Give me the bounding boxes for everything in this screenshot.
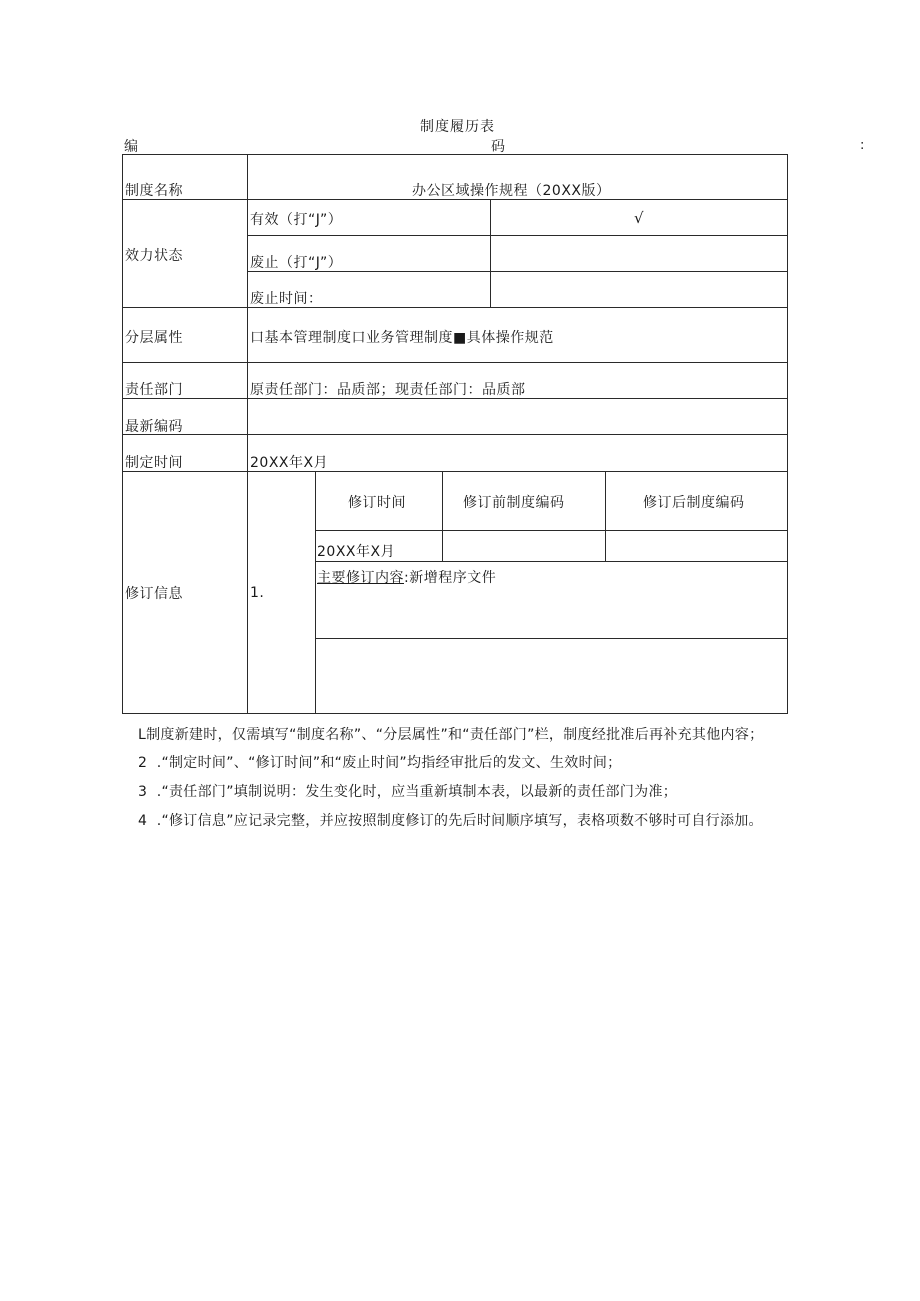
revision-header-after: 修订后制度编码 [643,495,745,511]
dept-label: 责任部门 [125,382,183,398]
revision-row-line [315,638,788,639]
revision-time-value: 20XX年X月 [317,544,396,560]
revision-content-label: 主要修订内容 [317,570,404,586]
revision-col-divider [442,471,443,561]
row-line [122,471,788,472]
revision-header-time: 修订时间 [348,495,406,511]
row-line [122,434,788,435]
name-label: 制度名称 [125,183,183,199]
revision-content [317,567,496,587]
status-void-label: 废止（打“J”） [250,255,343,271]
code-label-left: 编 [124,139,138,155]
note-3: 3 .“责任部门”填制说明：发生变化时，应当重新填制本表，以最新的责任部门为准； [138,784,678,800]
revision-header-before: 修订前制度编码 [463,495,565,511]
document-title: 制度履历表 [420,119,495,135]
note-4: 4 .“修订信息”应记录完整，并应按照制度修订的先后时间顺序填写，表格项数不够时可自行添加。 [138,813,763,829]
revision-row-line [315,530,788,531]
revision-col-divider [605,471,606,561]
dept-value: 原责任部门：品质部；现责任部门：品质部 [250,382,526,398]
made-time-label: 制定时间 [125,455,183,471]
code-label-right: 码 [491,139,505,155]
check-mark-icon: √ [634,209,645,227]
note-1: L制度新建时，仅需填写“制度名称”、“分层属性”和“责任部门”栏，制度经批准后再补充其他内容； [138,727,764,743]
name-value: 办公区域操作规程（20XX版） [412,183,611,199]
layer-value: 口基本管理制度口业务管理制度■具体操作规范 [250,330,554,346]
code-colon: : [860,138,865,153]
revision-index: 1. [250,585,265,601]
revision-index-divider [315,471,316,714]
layer-label: 分层属性 [125,330,183,346]
latest-code-label: 最新编码 [125,419,183,435]
note-2: 2 .“制定时间”、“修订时间”和“废止时间”均指经审批后的发文、生效时间； [138,755,622,771]
status-column-divider [490,199,491,307]
row-line [122,307,788,308]
made-time-value: 20XX年X月 [250,455,329,471]
revision-row-line [315,561,788,562]
status-valid-label: 有效（打“J”） [250,212,343,228]
revision-label: 修订信息 [125,586,183,602]
status-label: 效力状态 [125,248,183,264]
row-line [122,362,788,363]
row-line [247,235,788,236]
revision-content-value: :新增程序文件 [404,570,497,586]
status-void-time-label: 废止时间： [250,291,323,307]
